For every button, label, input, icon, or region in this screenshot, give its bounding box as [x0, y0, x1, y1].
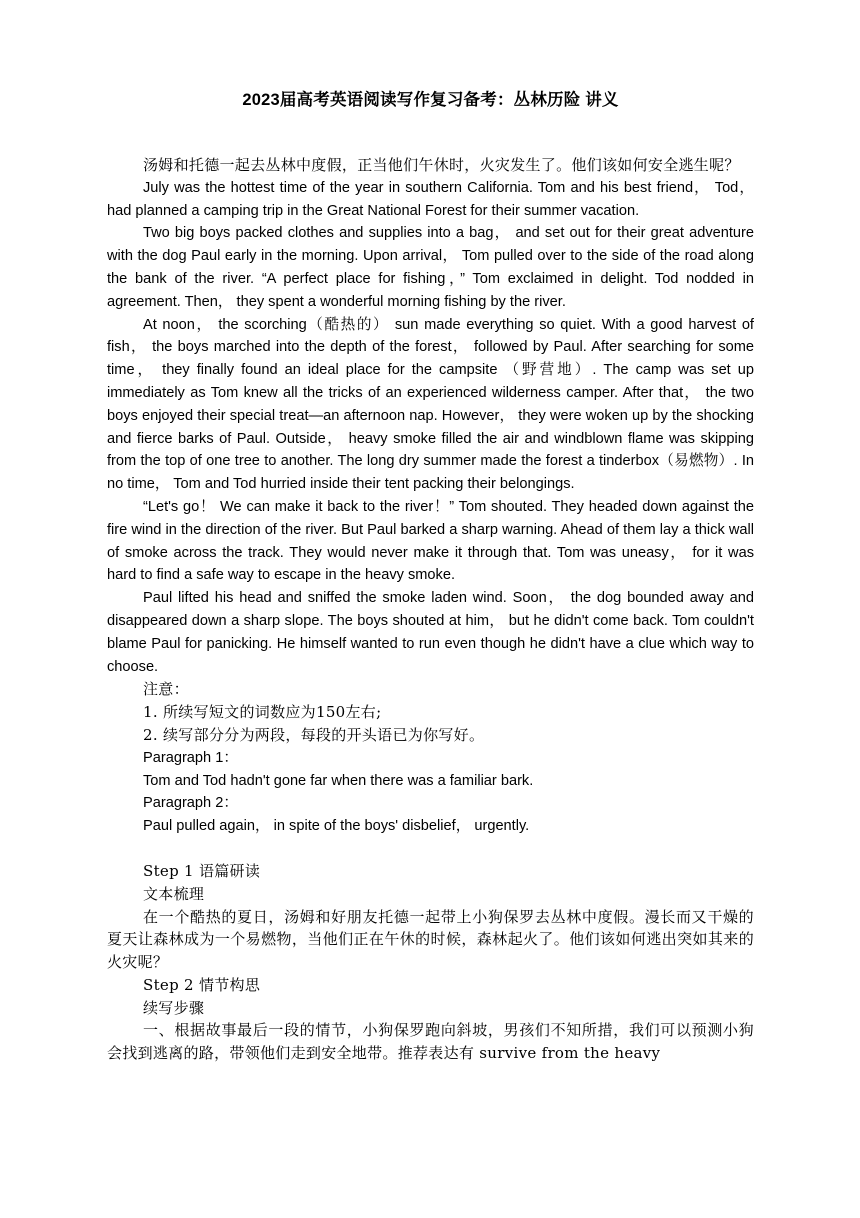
- note-item-1: 1. 所续写短文的词数应为150左右;: [143, 703, 382, 722]
- note-item-2: 2. 续写部分分为两段，每段的开头语已为你写好。: [143, 725, 485, 744]
- intro-paragraph: 汤姆和托德一起去丛林中度假，正当他们午休时，火灾发生了。他们该如何安全逃生呢？: [143, 156, 740, 174]
- story-paragraph-3: At noon， the scorching（酷热的） sun made everything so quiet. With a good harvest of fish， the boys marched into the depth of the forest， followed by Paul. After searching for some time， they finally found an ideal place for the campsite （野营地）. The camp was set up immediately as Tom knew all the tricks of an experienced wilderness camper. After that， the two boys enjoyed their special treat—an afternoon nap. However， they were woken up by the shocking and fierce barks of Paul. Outside， heavy smoke filled the air and windblown flame was skipping from the top of one tree to another. The long dry summer made the forest a tinderbox（易燃物）. In no time， Tom and Tod hurried inside their tent packing their belongings.: [107, 316, 754, 493]
- paragraph-1-opening: Tom and Tod hadn't gone far when there was a familiar bark.: [143, 772, 534, 789]
- step-2-text: 一、根据故事最后一段的情节，小狗保罗跑向斜坡，男孩们不知所措，我们可以预测小狗会找到逃离的路，带领他们走到安全地带。推荐表达有 survive from the heavy: [107, 1021, 754, 1063]
- document-title: 2023届高考英语阅读写作复习备考：丛林历险 讲义: [242, 91, 619, 109]
- paragraph-2-opening: Paul pulled again， in spite of the boys' disbelief， urgently.: [143, 818, 530, 835]
- step-1-subheading: 文本梳理: [143, 884, 205, 903]
- section-gap: [107, 838, 754, 860]
- notes-heading: 注意：: [143, 680, 189, 699]
- story-paragraph-5: Paul lifted his head and sniffed the smoke laden wind. Soon， the dog bounded away and disappeared down a sharp slope. The boys shouted at him， but he didn't come back. Tom couldn't blame Paul for panicking. He himself wanted to run even though he didn't have a clue which way to choose.: [107, 590, 754, 675]
- step-1-text: 在一个酷热的夏日，汤姆和好朋友托德一起带上小狗保罗去丛林中度假。漫长而又干燥的夏天让森林成为一个易燃物，当他们正在午休的时候，森林起火了。他们该如何逃出突如其来的火灾呢？: [107, 907, 754, 972]
- paragraph-1-label: Paragraph 1：: [143, 749, 238, 766]
- step-2-heading: Step 2 情节构思: [143, 975, 261, 994]
- step-2-subheading: 续写步骤: [143, 998, 205, 1017]
- step-1-heading: Step 1 语篇研读: [143, 861, 261, 880]
- paragraph-2-label: Paragraph 2：: [143, 795, 238, 812]
- story-paragraph-1: July was the hottest time of the year in southern California. Tom and his best friend， Tod， had planned a camping trip in the Great National Forest for their summer vacation.: [107, 179, 754, 219]
- story-paragraph-4: “Let's go！ We can make it back to the river！” Tom shouted. They headed down against the fire wind in the direction of the river. But Paul barked a sharp warning. Ahead of them lay a thick wall of smoke across the track. They would never make it through that. Tom was uneasy， for it was hard to find a safe way to escape in the heavy smoke.: [107, 498, 754, 584]
- story-paragraph-2: Two big boys packed clothes and supplies into a bag， and set out for their great adventure with the dog Paul early in the morning. Upon arrival， Tom pulled over to the side of the road along the bank of the river. “A perfect place for fishing，” Tom exclaimed in delight. Tod nodded in agreement. Then， they spent a wonderful morning fishing by the river.: [107, 225, 754, 310]
